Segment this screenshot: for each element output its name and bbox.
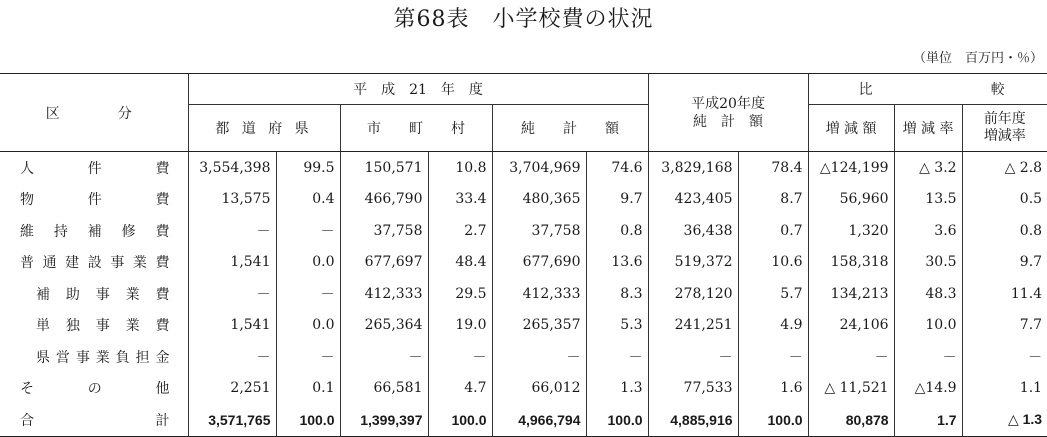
- municipality-header: 市 町 村: [340, 105, 492, 152]
- cell-pref: －: [188, 341, 276, 373]
- cell-fy20-pct: 4.9: [738, 310, 808, 342]
- cell-pref-pct: 99.5: [276, 152, 340, 184]
- table-row: [0, 310, 1047, 342]
- cell-prev: －: [962, 341, 1047, 373]
- cell-muni: 677,697: [340, 247, 428, 279]
- cell-muni: 466,790: [340, 184, 428, 216]
- prefecture-header: 都 道 府 県: [188, 105, 340, 152]
- cell-muni-pct: 48.4: [428, 247, 492, 279]
- cell-rate: △ 3.2: [894, 152, 962, 184]
- cell-rate: －: [894, 341, 962, 373]
- cell-diff: △124,199: [808, 152, 894, 184]
- row-label: 維持補修費: [20, 223, 170, 240]
- cell-muni-pct: 29.5: [428, 278, 492, 310]
- cell-fy20: 423,405: [648, 184, 738, 216]
- prev-change-header: 前年度 増減率: [962, 105, 1047, 152]
- cell-net-pct: －: [586, 341, 648, 373]
- cell-muni-pct: 10.8: [428, 152, 492, 184]
- cell-net-pct: 9.7: [586, 184, 648, 216]
- cell-fy20: 3,829,168: [648, 152, 738, 184]
- cell-fy20: 278,120: [648, 278, 738, 310]
- total-row: [0, 404, 1047, 436]
- cell-muni: 412,333: [340, 278, 428, 310]
- cell-net-pct: 0.8: [586, 215, 648, 247]
- cell-pref-pct: －: [276, 341, 340, 373]
- table-row: [0, 278, 1047, 310]
- net-total-header: 純 計 額: [492, 105, 648, 152]
- cell-fy20: 77,533: [648, 373, 738, 405]
- cell-fy20-pct: 5.7: [738, 278, 808, 310]
- table-body: [0, 152, 1047, 437]
- cell-net: 66,012: [492, 373, 586, 405]
- cell-pref-pct: 0.0: [276, 310, 340, 342]
- row-label: 普通建設事業費: [20, 255, 170, 272]
- cell-prev: △ 1.3: [962, 404, 1047, 436]
- cell-fy20-pct: 1.6: [738, 373, 808, 405]
- cell-muni: －: [340, 341, 428, 373]
- cell-rate: 3.6: [894, 215, 962, 247]
- row-label: 物件費: [20, 192, 170, 209]
- cell-net: 412,333: [492, 278, 586, 310]
- cell-net-pct: 100.0: [586, 404, 648, 436]
- cell-net-pct: 74.6: [586, 152, 648, 184]
- cell-fy20: －: [648, 341, 738, 373]
- compare-header: 比 較: [808, 74, 1047, 105]
- cell-fy20-pct: －: [738, 341, 808, 373]
- fy20-net-header: 平成20年度 純 計 額: [648, 74, 808, 152]
- table-row: [0, 152, 1047, 184]
- cell-pref-pct: 0.0: [276, 247, 340, 279]
- row-label: 県営事業負担金: [36, 349, 170, 366]
- row-label: 人件費: [20, 160, 170, 177]
- cell-diff: －: [808, 341, 894, 373]
- cell-rate: △14.9: [894, 373, 962, 405]
- cell-diff: 134,213: [808, 278, 894, 310]
- cell-net: 265,357: [492, 310, 586, 342]
- cell-net-pct: 1.3: [586, 373, 648, 405]
- cell-fy20: 4,885,916: [648, 404, 738, 436]
- cell-prev: 9.7: [962, 247, 1047, 279]
- cell-net: 677,690: [492, 247, 586, 279]
- expense-table: [0, 73, 1047, 437]
- cell-muni-pct: 2.7: [428, 215, 492, 247]
- table-row: [0, 247, 1047, 279]
- cell-prev: 0.8: [962, 215, 1047, 247]
- cell-pref-pct: －: [276, 215, 340, 247]
- cell-diff: 158,318: [808, 247, 894, 279]
- cell-diff: 1,320: [808, 215, 894, 247]
- cell-fy20-pct: 0.7: [738, 215, 808, 247]
- cell-net: 480,365: [492, 184, 586, 216]
- cell-pref: 1,541: [188, 247, 276, 279]
- cell-fy20-pct: 10.6: [738, 247, 808, 279]
- category-header: 区 分: [0, 74, 188, 152]
- cell-rate: 13.5: [894, 184, 962, 216]
- cell-pref: 3,554,398: [188, 152, 276, 184]
- cell-diff: 24,106: [808, 310, 894, 342]
- table-row: [0, 184, 1047, 216]
- cell-net: 4,966,794: [492, 404, 586, 436]
- cell-fy20-pct: 100.0: [738, 404, 808, 436]
- cell-prev: △ 2.8: [962, 152, 1047, 184]
- cell-pref-pct: 100.0: [276, 404, 340, 436]
- change-amount-header: 増 減 額: [808, 105, 894, 152]
- cell-fy20: 36,438: [648, 215, 738, 247]
- cell-pref: －: [188, 215, 276, 247]
- cell-fy20: 241,251: [648, 310, 738, 342]
- cell-muni: 265,364: [340, 310, 428, 342]
- row-label: その他: [20, 381, 170, 398]
- fy21-header: 平 成 21 年 度: [188, 74, 648, 105]
- cell-muni: 1,399,397: [340, 404, 428, 436]
- cell-prev: 1.1: [962, 373, 1047, 405]
- cell-fy20-pct: 8.7: [738, 184, 808, 216]
- cell-pref-pct: 0.4: [276, 184, 340, 216]
- cell-muni-pct: 100.0: [428, 404, 492, 436]
- table-row: [0, 373, 1047, 405]
- change-rate-header: 増 減 率: [894, 105, 962, 152]
- table-row: [0, 341, 1047, 373]
- cell-pref: 2,251: [188, 373, 276, 405]
- cell-net: 37,758: [492, 215, 586, 247]
- cell-rate: 1.7: [894, 404, 962, 436]
- table-title: 第68表 小学校費の状況: [393, 7, 654, 32]
- cell-prev: 7.7: [962, 310, 1047, 342]
- cell-prev: 11.4: [962, 278, 1047, 310]
- cell-net: －: [492, 341, 586, 373]
- cell-muni-pct: 4.7: [428, 373, 492, 405]
- cell-muni: 66,581: [340, 373, 428, 405]
- cell-net: 3,704,969: [492, 152, 586, 184]
- cell-diff: △ 11,521: [808, 373, 894, 405]
- cell-pref-pct: 0.1: [276, 373, 340, 405]
- cell-muni-pct: 19.0: [428, 310, 492, 342]
- cell-net-pct: 13.6: [586, 247, 648, 279]
- cell-diff: 56,960: [808, 184, 894, 216]
- cell-muni: 150,571: [340, 152, 428, 184]
- row-label: 補助事業費: [36, 286, 170, 303]
- cell-muni-pct: －: [428, 341, 492, 373]
- cell-pref: 13,575: [188, 184, 276, 216]
- cell-muni-pct: 33.4: [428, 184, 492, 216]
- cell-pref-pct: －: [276, 278, 340, 310]
- cell-rate: 48.3: [894, 278, 962, 310]
- table-row: [0, 215, 1047, 247]
- cell-muni: 37,758: [340, 215, 428, 247]
- cell-pref: －: [188, 278, 276, 310]
- unit-note: （単位 百万円・％）: [912, 51, 1043, 66]
- row-label: 単独事業費: [36, 318, 170, 335]
- cell-diff: 80,878: [808, 404, 894, 436]
- cell-rate: 30.5: [894, 247, 962, 279]
- cell-pref: 3,571,765: [188, 404, 276, 436]
- cell-fy20-pct: 78.4: [738, 152, 808, 184]
- cell-rate: 10.0: [894, 310, 962, 342]
- row-label: 合計: [0, 404, 188, 436]
- cell-net-pct: 5.3: [586, 310, 648, 342]
- cell-prev: 0.5: [962, 184, 1047, 216]
- cell-fy20: 519,372: [648, 247, 738, 279]
- cell-net-pct: 8.3: [586, 278, 648, 310]
- cell-pref: 1,541: [188, 310, 276, 342]
